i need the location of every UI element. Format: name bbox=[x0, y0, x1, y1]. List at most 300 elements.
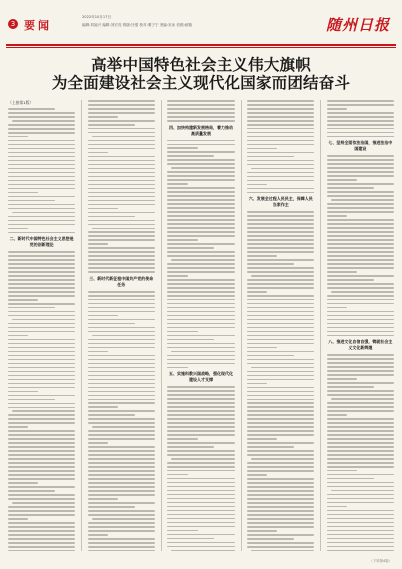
body-text-line bbox=[8, 510, 75, 512]
body-text-line bbox=[327, 374, 394, 376]
body-text-line bbox=[247, 391, 314, 393]
body-text-line bbox=[88, 235, 155, 237]
body-text-line bbox=[247, 534, 314, 536]
body-text-line bbox=[8, 128, 75, 130]
body-text-line bbox=[247, 144, 314, 146]
body-text-line bbox=[88, 462, 155, 464]
body-text-line bbox=[88, 418, 155, 420]
body-text-line bbox=[167, 183, 187, 185]
body-text-line bbox=[92, 426, 155, 428]
body-text-line bbox=[247, 339, 314, 341]
body-text-line bbox=[327, 179, 357, 181]
body-text-line bbox=[88, 239, 155, 241]
body-text-line bbox=[167, 295, 234, 297]
body-text-line bbox=[247, 454, 314, 456]
body-text-line bbox=[88, 319, 155, 321]
body-text-line bbox=[327, 514, 394, 516]
body-text-line bbox=[167, 390, 234, 392]
body-text-line bbox=[167, 546, 234, 548]
body-text-line bbox=[167, 470, 234, 472]
body-text-line bbox=[88, 108, 155, 110]
body-text-line bbox=[327, 466, 394, 468]
body-text-line bbox=[8, 355, 75, 357]
body-text-line bbox=[247, 446, 294, 448]
body-text-line bbox=[88, 100, 155, 102]
body-text-line bbox=[88, 402, 155, 404]
body-text-line bbox=[88, 359, 155, 361]
body-text-line bbox=[247, 192, 314, 194]
text-column-5 bbox=[327, 100, 394, 551]
body-text-line bbox=[247, 375, 314, 377]
body-text-line bbox=[8, 331, 75, 333]
body-text-line bbox=[247, 410, 314, 412]
body-text-line bbox=[88, 399, 155, 401]
body-text-line bbox=[8, 403, 75, 405]
body-text-line bbox=[88, 466, 155, 468]
body-text-line bbox=[88, 144, 155, 146]
body-text-line bbox=[247, 538, 294, 540]
body-text-line bbox=[167, 446, 214, 448]
section-subhead: 三、新时代新征程中国共产党的使命任务 bbox=[89, 275, 154, 287]
body-text-line bbox=[8, 152, 75, 154]
body-text-line bbox=[327, 386, 374, 388]
body-text-line bbox=[167, 394, 234, 396]
body-text-line bbox=[247, 108, 314, 110]
section-subhead: 八、推进文化自信自强，铸就社会主义文化新辉煌 bbox=[328, 339, 393, 351]
body-text-line bbox=[247, 295, 314, 297]
body-text-line bbox=[88, 112, 155, 114]
body-text-line bbox=[88, 414, 135, 416]
body-text-line bbox=[8, 371, 75, 373]
body-text-line bbox=[167, 398, 234, 400]
body-text-line bbox=[327, 303, 394, 305]
body-text-line bbox=[327, 100, 394, 102]
body-text-line bbox=[327, 203, 394, 205]
body-text-line bbox=[247, 395, 314, 397]
body-text-line bbox=[8, 279, 75, 281]
body-text-line bbox=[167, 502, 234, 504]
body-text-line bbox=[167, 291, 234, 293]
body-text-line bbox=[88, 184, 155, 186]
body-text-line bbox=[88, 299, 155, 301]
column-divider bbox=[320, 100, 321, 551]
body-text-line bbox=[88, 311, 155, 313]
body-text-line bbox=[167, 474, 187, 476]
body-text-line bbox=[167, 347, 234, 349]
body-text-line bbox=[88, 546, 155, 548]
body-text-line bbox=[88, 494, 155, 496]
body-text-line bbox=[88, 156, 155, 158]
body-text-line bbox=[167, 112, 234, 114]
body-text-line bbox=[327, 498, 394, 500]
body-text-line bbox=[247, 152, 314, 154]
body-text-line bbox=[171, 259, 234, 261]
body-text-line bbox=[247, 462, 314, 464]
main-headline bbox=[20, 56, 382, 92]
body-text-line bbox=[247, 148, 277, 150]
body-text-line bbox=[8, 339, 75, 341]
body-text-line bbox=[247, 542, 314, 544]
body-text-line bbox=[88, 224, 155, 226]
body-text-line bbox=[88, 192, 155, 194]
body-text-line bbox=[327, 494, 394, 496]
body-text-line bbox=[327, 239, 394, 241]
body-text-line bbox=[167, 331, 197, 333]
body-text-line bbox=[327, 104, 394, 106]
body-text-line bbox=[167, 315, 234, 317]
article-body bbox=[8, 100, 394, 551]
body-text-line bbox=[247, 235, 314, 237]
body-text-line bbox=[8, 486, 75, 488]
body-text-line bbox=[327, 219, 394, 221]
body-text-line bbox=[8, 414, 75, 416]
body-text-line bbox=[247, 387, 314, 389]
body-text-line bbox=[88, 454, 155, 456]
body-text-line bbox=[327, 370, 394, 372]
body-text-line bbox=[8, 172, 75, 174]
body-text-line bbox=[327, 163, 394, 165]
body-text-line bbox=[8, 494, 75, 496]
body-text-line bbox=[8, 323, 75, 325]
body-text-line bbox=[167, 171, 234, 173]
body-text-line bbox=[167, 100, 234, 102]
body-text-line bbox=[88, 395, 155, 397]
body-text-line bbox=[167, 406, 234, 408]
body-text-line bbox=[88, 498, 118, 500]
body-text-line bbox=[88, 406, 118, 408]
body-text-line bbox=[167, 442, 234, 444]
body-text-line bbox=[167, 319, 234, 321]
body-text-line bbox=[247, 343, 314, 345]
body-text-line bbox=[167, 363, 234, 365]
body-text-line bbox=[167, 486, 234, 488]
body-text-line bbox=[247, 490, 314, 492]
body-text-line bbox=[167, 526, 234, 528]
body-text-line bbox=[88, 247, 155, 249]
body-text-line bbox=[88, 104, 155, 106]
body-text-line bbox=[327, 128, 394, 130]
body-text-line bbox=[247, 498, 314, 500]
body-text-line bbox=[12, 410, 75, 412]
body-text-line bbox=[247, 478, 314, 480]
body-text-line bbox=[167, 147, 197, 149]
body-text-line bbox=[88, 514, 155, 516]
body-text-line bbox=[247, 347, 277, 349]
body-text-line bbox=[327, 430, 394, 432]
body-text-line bbox=[327, 251, 394, 253]
body-text-line bbox=[167, 140, 234, 142]
body-text-line bbox=[167, 144, 234, 146]
body-text-line bbox=[88, 502, 155, 504]
body-text-line bbox=[8, 156, 75, 158]
body-text-line bbox=[327, 263, 394, 265]
body-text-line bbox=[327, 155, 394, 157]
body-text-line bbox=[247, 128, 314, 130]
body-text-line bbox=[327, 358, 394, 360]
body-text-line bbox=[8, 530, 75, 532]
body-text-line bbox=[327, 506, 347, 508]
body-text-line bbox=[247, 104, 314, 106]
body-text-line bbox=[8, 295, 75, 297]
body-text-line bbox=[327, 108, 347, 110]
body-text-line bbox=[247, 351, 314, 353]
body-text-line bbox=[247, 156, 294, 158]
body-text-line bbox=[88, 124, 135, 126]
body-text-line bbox=[247, 379, 314, 381]
headline-line-1: 高举中国特色社会主义伟大旗帜 bbox=[91, 56, 311, 74]
body-text-line bbox=[88, 470, 155, 472]
body-text-line bbox=[8, 438, 75, 440]
body-text-line bbox=[88, 327, 155, 329]
body-text-line bbox=[8, 446, 75, 448]
body-text-line bbox=[167, 534, 234, 536]
body-text-line bbox=[8, 450, 75, 452]
body-text-line bbox=[247, 430, 314, 432]
body-text-line bbox=[327, 410, 394, 412]
body-text-line bbox=[167, 498, 234, 500]
body-text-line bbox=[8, 112, 75, 114]
body-text-line bbox=[327, 394, 394, 396]
body-text-line bbox=[247, 259, 314, 261]
body-text-line bbox=[167, 359, 234, 361]
body-text-line bbox=[327, 255, 394, 257]
editor-credits: 编辑:刘福兴 编辑:刘宏亮 排版:吕强 校对:秦宁宁 美编:宋冰 信箱:邮箱 bbox=[82, 23, 193, 27]
body-text-line bbox=[8, 200, 55, 202]
body-text-line bbox=[327, 474, 394, 476]
body-text-line bbox=[167, 386, 234, 388]
body-text-line bbox=[327, 526, 394, 528]
body-text-line bbox=[167, 151, 234, 153]
masthead-info bbox=[82, 14, 192, 28]
body-text-line bbox=[167, 263, 234, 265]
body-text-line bbox=[167, 522, 234, 524]
body-text-line bbox=[327, 438, 394, 440]
body-text-line bbox=[167, 219, 234, 221]
body-text-line bbox=[8, 343, 75, 345]
body-text-line bbox=[247, 494, 314, 496]
text-column-4 bbox=[247, 100, 314, 551]
body-text-line bbox=[88, 363, 155, 365]
body-text-line bbox=[247, 319, 314, 321]
body-text-line bbox=[247, 402, 314, 404]
body-text-line bbox=[8, 383, 75, 385]
body-text-line bbox=[327, 534, 394, 536]
body-text-line bbox=[327, 183, 394, 185]
body-text-line bbox=[88, 422, 155, 424]
body-text-line bbox=[8, 311, 75, 313]
body-text-line bbox=[88, 478, 155, 480]
body-text-line bbox=[167, 307, 234, 309]
body-text-line bbox=[167, 426, 234, 428]
body-text-line bbox=[327, 120, 394, 122]
section-subhead: 二、新时代中国特色社会主义思想是党的创新理论 bbox=[9, 236, 74, 248]
body-text-line bbox=[88, 534, 108, 536]
body-text-line bbox=[167, 271, 234, 273]
body-text-line bbox=[88, 351, 108, 353]
body-text-line bbox=[167, 299, 234, 301]
body-text-line bbox=[327, 442, 394, 444]
masthead-rule-thin bbox=[6, 47, 396, 48]
masthead-rule bbox=[6, 44, 396, 46]
body-text-line bbox=[327, 538, 394, 540]
body-text-line bbox=[327, 311, 394, 313]
body-text-line bbox=[167, 239, 197, 241]
body-text-line bbox=[327, 167, 394, 169]
body-text-line bbox=[327, 458, 394, 460]
body-text-line bbox=[8, 140, 75, 142]
body-text-line bbox=[247, 315, 314, 317]
body-text-line bbox=[167, 311, 234, 313]
body-text-line bbox=[167, 251, 234, 253]
body-text-line bbox=[167, 223, 234, 225]
body-text-line bbox=[247, 219, 314, 221]
body-text-line bbox=[247, 263, 294, 265]
body-text-line bbox=[88, 140, 155, 142]
masthead bbox=[6, 8, 396, 42]
body-text-line bbox=[327, 518, 394, 520]
body-text-line bbox=[331, 490, 394, 492]
body-text-line bbox=[88, 263, 155, 265]
body-text-line bbox=[88, 474, 155, 476]
body-text-line bbox=[167, 339, 214, 341]
body-text-line bbox=[8, 538, 75, 540]
body-text-line bbox=[247, 116, 314, 118]
text-column-1 bbox=[8, 100, 75, 551]
body-text-line bbox=[8, 526, 75, 528]
body-text-line bbox=[88, 526, 155, 528]
body-text-line bbox=[327, 195, 394, 197]
body-text-line bbox=[167, 410, 234, 412]
column-divider bbox=[161, 100, 162, 551]
body-text-line bbox=[8, 168, 75, 170]
body-text-line bbox=[167, 187, 234, 189]
body-text-line bbox=[327, 191, 394, 193]
article-byline: （上接第1版） bbox=[8, 100, 34, 105]
body-text-line bbox=[8, 422, 75, 424]
body-text-line bbox=[247, 255, 277, 257]
body-text-line bbox=[88, 490, 155, 492]
body-text-line bbox=[8, 204, 75, 206]
body-text-line bbox=[167, 367, 187, 369]
body-text-line bbox=[247, 323, 314, 325]
body-text-line bbox=[327, 382, 394, 384]
body-text-line bbox=[171, 550, 234, 551]
body-text-line bbox=[327, 299, 394, 301]
body-text-line bbox=[247, 331, 314, 333]
body-text-line bbox=[8, 434, 75, 436]
body-text-line bbox=[92, 518, 155, 520]
body-text-line bbox=[88, 355, 155, 357]
section-subhead: 四、加快构建新发展格局，着力推动高质量发展 bbox=[169, 124, 233, 136]
page-number-badge: 3 bbox=[8, 19, 18, 29]
body-text-line bbox=[8, 232, 75, 234]
body-text-line bbox=[88, 442, 108, 444]
body-text-line bbox=[88, 434, 155, 436]
body-text-line bbox=[327, 136, 394, 138]
body-text-line bbox=[167, 482, 234, 484]
body-text-line bbox=[327, 279, 374, 281]
body-text-line bbox=[167, 175, 234, 177]
body-text-line bbox=[327, 227, 394, 229]
body-text-line bbox=[88, 347, 155, 349]
body-text-line bbox=[327, 275, 394, 277]
body-text-line bbox=[167, 510, 234, 512]
body-text-line bbox=[167, 215, 234, 217]
body-text-line bbox=[247, 418, 314, 420]
body-text-line bbox=[8, 426, 28, 428]
body-text-line bbox=[8, 399, 55, 401]
body-text-line bbox=[8, 534, 75, 536]
body-text-line bbox=[247, 414, 314, 416]
body-text-line bbox=[327, 283, 394, 285]
body-text-line bbox=[247, 518, 314, 520]
body-text-line bbox=[8, 267, 75, 269]
body-text-line bbox=[88, 231, 155, 233]
body-text-line bbox=[92, 136, 155, 138]
body-text-line bbox=[247, 160, 314, 162]
body-text-line bbox=[88, 522, 155, 524]
body-text-line bbox=[247, 120, 314, 122]
body-text-line bbox=[327, 315, 394, 317]
body-text-line bbox=[8, 148, 75, 150]
body-text-line bbox=[167, 514, 234, 516]
body-text-line bbox=[247, 514, 314, 516]
body-text-line bbox=[167, 255, 234, 257]
body-text-line bbox=[88, 204, 155, 206]
body-text-line bbox=[8, 224, 75, 226]
body-text-line bbox=[167, 422, 234, 424]
body-text-line bbox=[327, 287, 394, 289]
body-text-line bbox=[8, 251, 75, 253]
body-text-line bbox=[88, 188, 155, 190]
body-text-line bbox=[327, 530, 394, 532]
body-text-line bbox=[8, 351, 75, 353]
body-text-line bbox=[247, 100, 314, 102]
body-text-line bbox=[8, 550, 75, 551]
body-text-line bbox=[167, 227, 234, 229]
body-text-line bbox=[327, 327, 394, 329]
body-text-line bbox=[8, 180, 75, 182]
body-text-line bbox=[88, 307, 155, 309]
body-text-line bbox=[247, 239, 314, 241]
headline-line-2: 为全面建设社会主义现代化国家而团结奋斗 bbox=[51, 74, 351, 92]
body-text-line bbox=[167, 518, 234, 520]
body-text-line bbox=[327, 470, 357, 472]
body-text-line bbox=[167, 327, 234, 329]
body-text-line bbox=[247, 112, 314, 114]
body-text-line bbox=[171, 351, 234, 353]
body-text-line bbox=[167, 191, 234, 193]
body-text-line bbox=[327, 124, 394, 126]
body-text-line bbox=[167, 243, 234, 245]
body-text-line bbox=[327, 112, 394, 114]
body-text-line bbox=[327, 502, 394, 504]
body-text-line bbox=[88, 379, 155, 381]
body-text-line bbox=[247, 510, 314, 512]
body-text-line bbox=[327, 307, 347, 309]
body-text-line bbox=[88, 482, 155, 484]
body-text-line bbox=[8, 430, 75, 432]
body-text-line bbox=[8, 315, 75, 317]
body-text-line bbox=[327, 247, 394, 249]
body-text-line bbox=[167, 159, 234, 161]
body-text-line bbox=[88, 200, 155, 202]
body-text-line bbox=[327, 243, 394, 245]
body-text-line bbox=[167, 538, 214, 540]
body-text-line bbox=[8, 363, 75, 365]
body-text-line bbox=[88, 164, 155, 166]
body-text-line bbox=[247, 355, 294, 357]
